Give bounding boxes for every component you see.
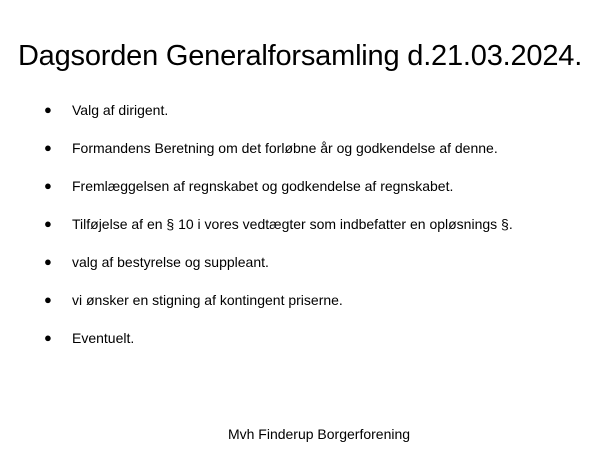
bullet-icon: ● — [44, 254, 52, 269]
agenda-item-text: valg af bestyrelse og suppleant. — [72, 254, 269, 270]
agenda-item-text: Valg af dirigent. — [72, 102, 169, 118]
bullet-icon: ● — [44, 102, 52, 117]
bullet-icon: ● — [44, 140, 52, 155]
bullet-icon: ● — [44, 216, 52, 231]
agenda-item-text: Tilføjelse af en § 10 i vores vedtægter som indbefatter en opløsnings §. — [72, 216, 513, 232]
agenda-title: Dagsorden Generalforsamling d.21.03.2024. — [17, 40, 583, 72]
signature: Mvh Finderup Borgerforening — [227, 426, 411, 442]
agenda-item-text: vi ønsker en stigning af kontingent priserne. — [72, 292, 343, 308]
agenda-item-text: Eventuelt. — [72, 330, 135, 346]
agenda-item-text: Formandens Beretning om det forløbne år og godkendelse af denne. — [72, 140, 498, 156]
bullet-icon: ● — [44, 178, 52, 193]
bullet-icon: ● — [44, 292, 52, 307]
agenda-item-text: Fremlæggelsen af regnskabet og godkendelse af regnskabet. — [72, 178, 454, 194]
bullet-icon: ● — [44, 330, 52, 345]
